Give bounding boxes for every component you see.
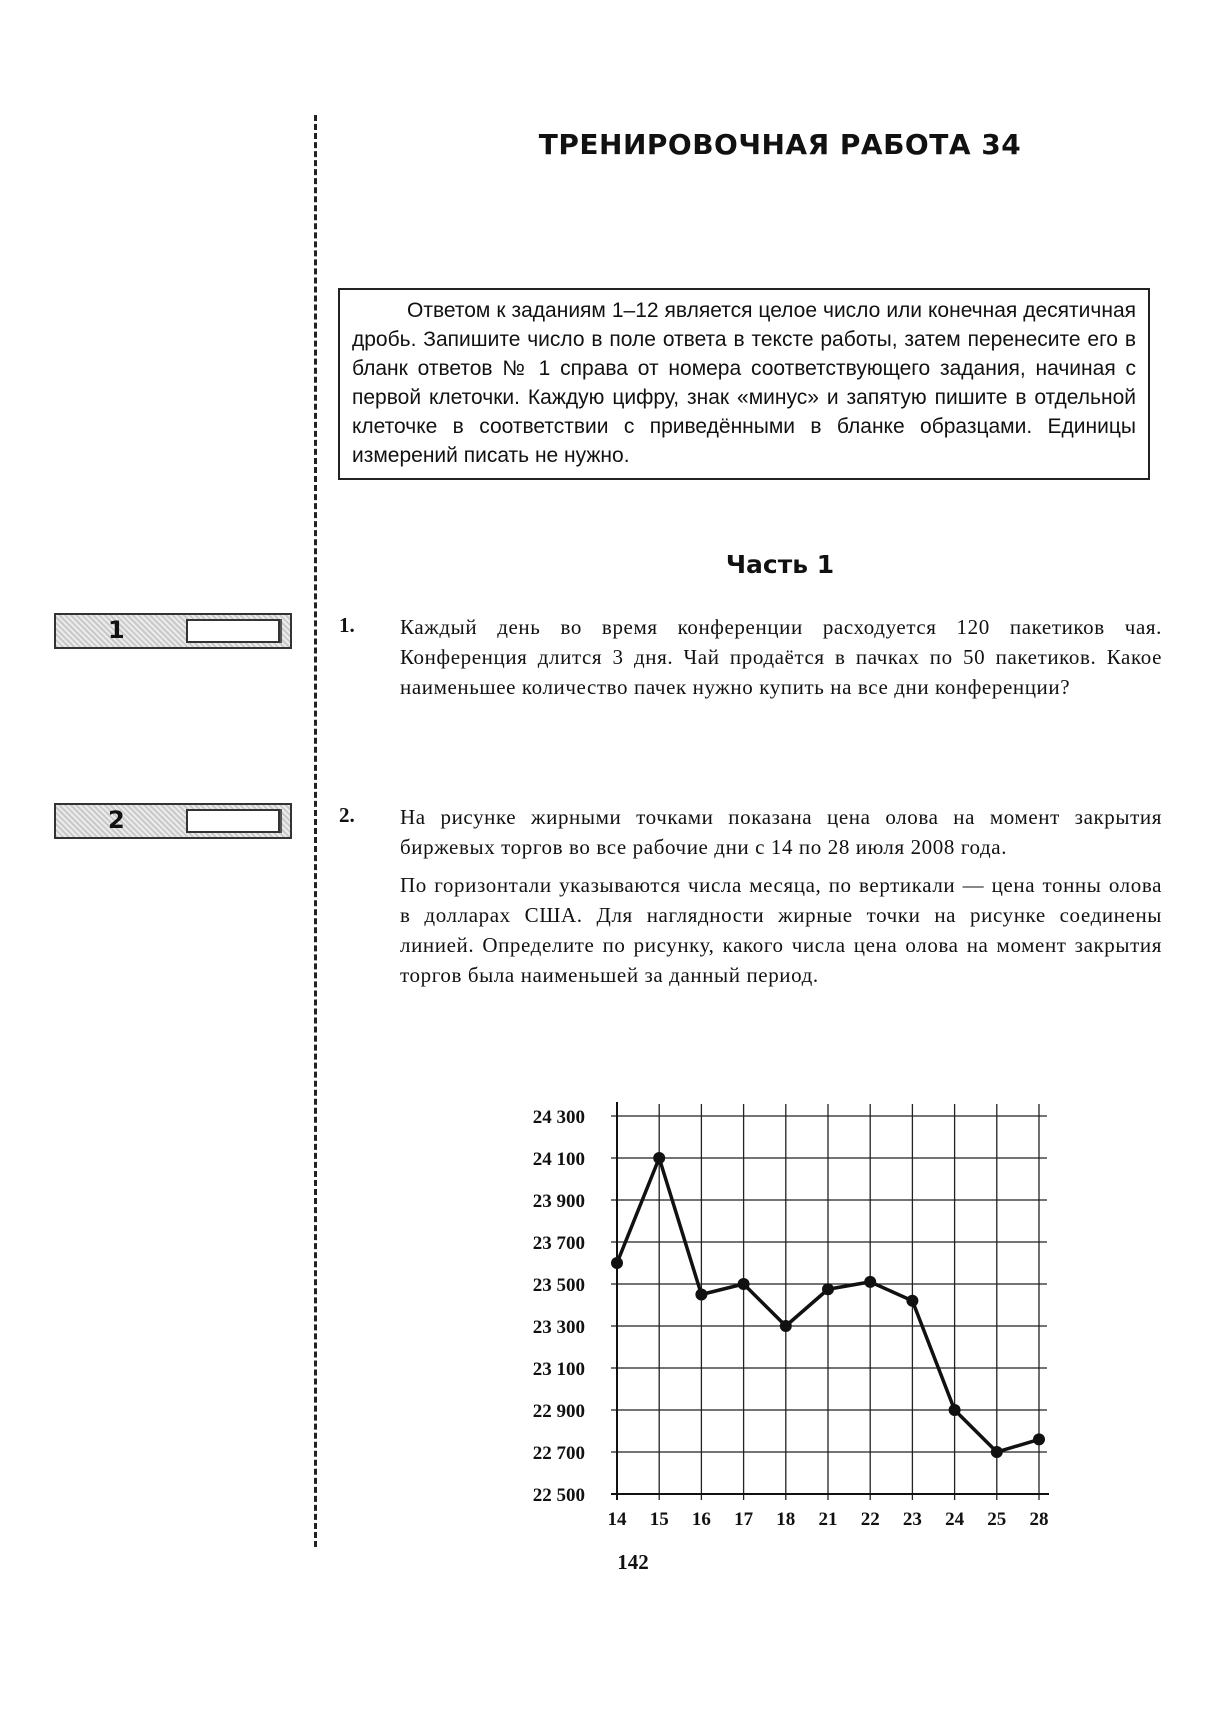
y-tick-label: 24 100 bbox=[532, 1149, 585, 1170]
data-point bbox=[1033, 1433, 1045, 1445]
y-tick-label: 22 500 bbox=[532, 1485, 585, 1506]
data-point bbox=[780, 1320, 792, 1332]
data-point bbox=[738, 1278, 750, 1290]
data-point bbox=[611, 1257, 623, 1269]
data-point bbox=[695, 1289, 707, 1301]
x-tick-label: 21 bbox=[818, 1509, 838, 1530]
data-point bbox=[864, 1276, 876, 1288]
page-number: 142 bbox=[617, 1550, 649, 1574]
answer-box-number: 1 bbox=[108, 616, 125, 644]
x-tick-label: 22 bbox=[860, 1509, 880, 1530]
data-point bbox=[653, 1152, 665, 1164]
part-title: Часть 1 bbox=[725, 550, 835, 579]
data-point bbox=[822, 1283, 834, 1295]
task-paragraph: На рисунке жирными точками показана цена олова на момент закрытия биржевых торгов во все рабочие дни с 14 по 28 июля 2008 года. bbox=[400, 805, 1162, 859]
x-tick-label: 18 bbox=[776, 1509, 796, 1530]
task-number: 1. bbox=[339, 613, 355, 637]
y-tick-label: 23 100 bbox=[532, 1359, 585, 1380]
y-tick-label: 23 500 bbox=[532, 1275, 585, 1296]
x-tick-label: 24 bbox=[945, 1509, 965, 1530]
y-tick-label: 22 700 bbox=[532, 1443, 585, 1464]
x-tick-label: 16 bbox=[691, 1509, 711, 1530]
task-paragraph: По горизонтали указываются числа месяца, по вертикали — цена тонны олова в долларах США. Для наглядности жирные точки на рисунке соединены линией. Определите по рисунку, какого числа цена олова на момент закрытия торгов была наименьшей за данный период. bbox=[400, 873, 1162, 987]
task-paragraph: Каждый день во время конференции расходуется 120 пакетиков чая. Конференция длится 3 дня. Чай продаётся в пачках по 50 пакетиков. Какое наименьшее количество пачек нужно купить на все дни конференции? bbox=[400, 615, 1162, 699]
instructions-box: Ответом к заданиям 1–12 является целое число или конечная десятичная дробь. Запишите число в поле ответа в тексте работы, затем перенесите его в бланк ответов № 1 справа от номера соответствующего задания, начиная с первой клеточки. Каждую цифру, знак «минус» и запятую пишите в отдельной клеточке в соответствии с приведёнными в бланке образцами. Единицы измерений писать не нужно. bbox=[338, 288, 1150, 480]
y-tick-label: 23 300 bbox=[532, 1317, 585, 1338]
answer-box-number: 2 bbox=[108, 806, 125, 834]
x-tick-label: 17 bbox=[734, 1509, 754, 1530]
x-tick-label: 25 bbox=[987, 1509, 1007, 1530]
y-tick-label: 22 900 bbox=[532, 1401, 585, 1422]
data-point bbox=[906, 1295, 918, 1307]
y-tick-label: 24 300 bbox=[532, 1107, 585, 1128]
data-point bbox=[991, 1446, 1003, 1458]
x-tick-label: 23 bbox=[902, 1509, 922, 1530]
y-tick-label: 23 700 bbox=[532, 1233, 585, 1254]
data-point bbox=[949, 1404, 961, 1416]
page-title: ТРЕНИРОВОЧНАЯ РАБОТА 34 bbox=[538, 128, 1022, 161]
x-tick-label: 28 bbox=[1029, 1509, 1049, 1530]
task-number: 2. bbox=[339, 803, 355, 827]
x-tick-label: 15 bbox=[649, 1509, 669, 1530]
y-tick-label: 23 900 bbox=[532, 1191, 585, 1212]
x-tick-label: 14 bbox=[607, 1509, 627, 1530]
